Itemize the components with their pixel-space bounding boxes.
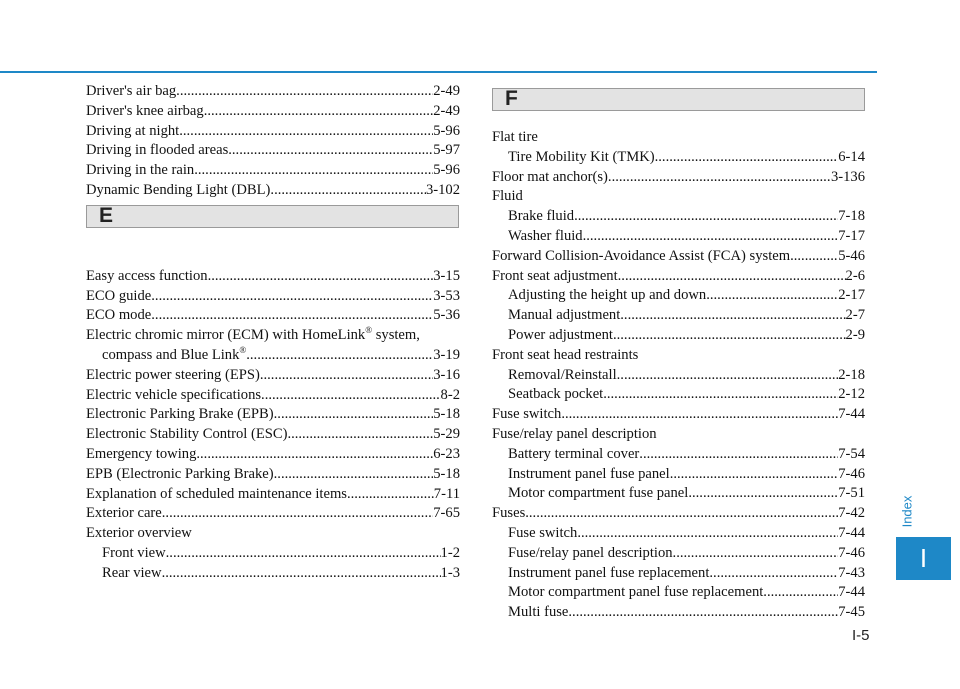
- index-entry: [492, 128, 865, 148]
- dot-leader: [151, 306, 433, 326]
- page-reference[interactable]: 3-15: [433, 267, 460, 284]
- index-entry-text: [492, 168, 608, 188]
- index-entry: [492, 484, 865, 504]
- dot-leader: [525, 504, 838, 524]
- entry-label: Exterior overview: [86, 525, 192, 542]
- index-entry: [492, 465, 865, 485]
- index-entry: [492, 405, 865, 425]
- page-reference[interactable]: 5-18: [433, 406, 460, 423]
- entry-label: Battery terminal cover: [508, 445, 640, 462]
- index-entry-text: [86, 82, 176, 102]
- section-letter-f: F: [505, 87, 518, 110]
- dot-leader: [688, 484, 838, 504]
- dot-leader: [162, 504, 433, 524]
- page-reference[interactable]: 2-6: [845, 267, 865, 284]
- index-entry: [86, 425, 460, 445]
- dot-leader: [287, 425, 433, 445]
- page-reference[interactable]: 7-44: [838, 406, 865, 423]
- page-reference[interactable]: 7-65: [433, 505, 460, 522]
- entry-label: Rear view: [102, 564, 162, 581]
- index-entry: [492, 425, 865, 445]
- dot-leader: [617, 366, 839, 386]
- entry-label: Exterior care: [86, 505, 162, 522]
- index-entry: [86, 141, 460, 161]
- page-reference[interactable]: 7-44: [838, 584, 865, 601]
- page-reference[interactable]: 2-17: [838, 287, 865, 304]
- entry-label: Electric vehicle specifications: [86, 386, 262, 403]
- entry-label: ECO guide: [86, 287, 152, 304]
- dot-leader: [568, 603, 838, 623]
- page-reference[interactable]: 5-97: [433, 142, 460, 159]
- page-reference[interactable]: 7-11: [433, 485, 460, 502]
- entry-label: Multi fuse: [508, 604, 569, 621]
- entry-label: Fuse/relay panel description: [492, 425, 657, 442]
- index-entry: [492, 187, 865, 207]
- entry-label: Emergency towing: [86, 445, 197, 462]
- index-entry-text: [492, 267, 618, 287]
- index-entry-text: [86, 425, 287, 445]
- page-reference[interactable]: 7-18: [838, 208, 865, 225]
- index-entry-text: [86, 327, 420, 343]
- dot-leader: [620, 306, 845, 326]
- entry-label: Motor compartment panel fuse replacement: [508, 584, 764, 601]
- dot-leader: [577, 524, 838, 544]
- index-entry-text: [492, 504, 525, 524]
- page-reference[interactable]: 7-43: [838, 564, 865, 581]
- entry-label: Instrument panel fuse panel: [508, 465, 670, 482]
- entry-label: Driving at night: [86, 122, 180, 139]
- page-reference[interactable]: 3-16: [433, 366, 460, 383]
- entry-label: Power adjustment: [508, 326, 613, 343]
- index-entry-text: [508, 484, 688, 504]
- index-entry-text: [508, 326, 613, 346]
- index-entry-text: [508, 366, 617, 386]
- index-entry: [492, 148, 865, 168]
- index-entry: [492, 227, 865, 247]
- index-entry: [86, 287, 460, 307]
- entry-label: Dynamic Bending Light (DBL): [86, 181, 271, 198]
- page-reference[interactable]: 7-42: [838, 505, 865, 522]
- page-reference[interactable]: 2-49: [433, 83, 460, 99]
- entry-label: Electronic Stability Control (ESC): [86, 426, 288, 443]
- page-reference[interactable]: 1-3: [440, 564, 460, 581]
- index-group-d: [86, 82, 460, 201]
- header-rule: [0, 71, 877, 73]
- entry-label: Easy access function: [86, 267, 208, 284]
- page-reference[interactable]: 7-54: [838, 445, 865, 462]
- index-entry-text: [508, 544, 673, 564]
- index-entry-text: [86, 306, 151, 326]
- index-entry: [492, 385, 865, 405]
- index-entry-text: [508, 306, 620, 326]
- index-entry: [492, 583, 865, 603]
- index-entry: [492, 445, 865, 465]
- entry-label: Front seat head restraints: [492, 346, 639, 363]
- dot-leader: [618, 267, 846, 287]
- dot-leader: [639, 445, 838, 465]
- registered-mark: ®: [239, 345, 247, 356]
- entry-label: Fluid: [492, 188, 523, 205]
- index-entry: [86, 82, 460, 102]
- index-entry-text: [86, 525, 192, 541]
- dot-leader: [603, 385, 838, 405]
- index-entry: [86, 465, 460, 485]
- index-entry-text: [508, 227, 583, 247]
- entry-label: Instrument panel fuse replacement: [508, 564, 710, 581]
- entry-label: Brake fluid: [508, 208, 575, 225]
- dot-leader: [179, 122, 433, 142]
- page-reference[interactable]: 3-102: [425, 181, 460, 198]
- index-entry-text: [508, 445, 639, 465]
- dot-leader: [613, 326, 846, 346]
- page-reference[interactable]: 5-29: [433, 426, 460, 443]
- index-entry-text: [86, 386, 261, 406]
- page-reference[interactable]: 5-46: [838, 247, 865, 264]
- index-entry-text: [86, 161, 194, 181]
- index-entry-text: [86, 485, 347, 505]
- entry-label: Adjusting the height up and down: [508, 287, 707, 304]
- index-entry: [492, 346, 865, 366]
- index-entry-text: [102, 346, 246, 366]
- entry-label: Driving in flooded areas: [86, 142, 229, 159]
- dot-leader: [208, 267, 434, 287]
- page-reference[interactable]: 6-14: [838, 148, 865, 165]
- entry-label: Forward Collision-Avoidance Assist (FCA) system: [492, 247, 791, 264]
- dot-leader: [246, 346, 433, 366]
- index-entry: [86, 346, 460, 366]
- index-entry: [86, 102, 460, 122]
- page-reference[interactable]: 7-17: [838, 227, 865, 244]
- index-entry: [492, 603, 865, 623]
- index-column-left: [86, 82, 460, 584]
- index-entry-text: [492, 247, 790, 267]
- index-entry: [492, 306, 865, 326]
- index-entry: [492, 564, 865, 584]
- page-reference[interactable]: 2-49: [433, 102, 460, 119]
- section-header-f: [492, 88, 865, 111]
- page-reference[interactable]: 7-44: [838, 524, 865, 541]
- page-reference[interactable]: 1-2: [440, 544, 460, 561]
- dot-leader: [561, 405, 838, 425]
- page-reference[interactable]: 5-36: [433, 307, 460, 324]
- section-header-e: [86, 205, 459, 228]
- index-entry: [86, 326, 460, 346]
- page-reference[interactable]: 7-46: [838, 544, 865, 561]
- index-entry-text: [86, 287, 151, 307]
- entry-label: Electronic Parking Brake (EPB): [86, 406, 274, 423]
- index-entry: [492, 267, 865, 287]
- index-entry: [86, 161, 460, 181]
- dot-leader: [655, 148, 839, 168]
- dot-leader: [270, 181, 426, 201]
- index-entry-text: [492, 347, 638, 363]
- dot-leader: [763, 583, 838, 603]
- entry-label: Fuses: [492, 505, 526, 522]
- dot-leader: [706, 286, 838, 306]
- side-label-text: Index: [899, 495, 915, 528]
- dot-leader: [194, 161, 433, 181]
- index-entry-text: [86, 445, 196, 465]
- index-group-f: [492, 128, 865, 623]
- index-entry-text: [102, 544, 166, 564]
- index-entry: [492, 544, 865, 564]
- entry-label: compass and Blue Link: [102, 346, 240, 363]
- index-entry: [86, 544, 460, 564]
- entry-label: Electric power steering (EPS): [86, 366, 260, 383]
- index-entry-text: [86, 504, 162, 524]
- index-entry: [492, 247, 865, 267]
- dot-leader: [583, 227, 839, 247]
- dot-leader: [709, 564, 838, 584]
- page-reference[interactable]: 2-18: [838, 366, 865, 383]
- index-entry-text: [508, 465, 670, 485]
- index-entry-text: [86, 405, 274, 425]
- index-entry-text: [86, 102, 204, 122]
- dot-leader: [790, 247, 838, 267]
- page-number: I-5: [852, 627, 870, 644]
- index-entry-text: [102, 564, 162, 584]
- entry-label: ECO mode: [86, 307, 152, 324]
- index-entry-text: [508, 603, 568, 623]
- index-entry-text: [492, 129, 538, 145]
- index-entry-text: [86, 465, 274, 485]
- index-entry: [86, 366, 460, 386]
- entry-label: Electric chromic mirror (ECM) with HomeLink: [86, 327, 366, 344]
- page-reference[interactable]: 5-18: [433, 465, 460, 482]
- section-letter-e: E: [99, 204, 114, 227]
- index-entry: [86, 504, 460, 524]
- dot-leader: [196, 445, 433, 465]
- entry-label-suffix: system,: [372, 327, 420, 344]
- index-entry-text: [508, 385, 603, 405]
- page-reference[interactable]: 2-9: [845, 326, 865, 343]
- index-entry-text: [86, 122, 179, 142]
- page-reference[interactable]: 5-96: [433, 162, 460, 179]
- index-entry-text: [508, 207, 574, 227]
- index-group-e: [86, 267, 460, 584]
- dot-leader: [670, 465, 839, 485]
- entry-label: Fuse/relay panel description: [508, 544, 673, 561]
- index-tab[interactable]: [896, 537, 951, 580]
- dot-leader: [228, 141, 433, 161]
- index-entry: [86, 267, 460, 287]
- dot-leader: [151, 287, 433, 307]
- entry-label: Removal/Reinstall: [508, 366, 617, 383]
- index-entry: [492, 524, 865, 544]
- dot-leader: [261, 386, 440, 406]
- page-reference[interactable]: 5-96: [433, 122, 460, 139]
- page-reference[interactable]: 3-136: [830, 168, 865, 185]
- index-entry: [492, 366, 865, 386]
- page-reference[interactable]: 7-51: [838, 485, 865, 502]
- page-reference[interactable]: 3-19: [433, 346, 460, 363]
- index-entry-text: [492, 188, 523, 204]
- index-entry-text: [508, 286, 706, 306]
- dot-leader: [162, 564, 441, 584]
- page-reference[interactable]: 6-23: [433, 445, 460, 462]
- index-entry: [492, 326, 865, 346]
- page-reference[interactable]: 2-12: [838, 386, 865, 403]
- index-entry-text: [86, 366, 260, 386]
- index-entry-text: [492, 426, 657, 442]
- entry-label: Manual adjustment: [508, 307, 621, 324]
- index-entry: [86, 524, 460, 544]
- dot-leader: [260, 366, 433, 386]
- dot-leader: [673, 544, 839, 564]
- entry-label: Front view: [102, 544, 166, 561]
- index-entry-text: [86, 181, 270, 201]
- index-entry-text: [508, 524, 577, 544]
- entry-label: Seatback pocket: [508, 386, 604, 403]
- index-entry: [86, 306, 460, 326]
- entry-label: Washer fluid: [508, 227, 583, 244]
- index-entry: [86, 122, 460, 142]
- entry-label: Driver's knee airbag: [86, 102, 204, 119]
- entry-label: Fuse switch: [508, 524, 578, 541]
- page-reference[interactable]: 7-46: [838, 465, 865, 482]
- index-entry: [492, 504, 865, 524]
- index-entry: [492, 207, 865, 227]
- side-label: [887, 494, 927, 534]
- page-reference[interactable]: 2-7: [845, 307, 865, 324]
- entry-label: Floor mat anchor(s): [492, 168, 608, 185]
- dot-leader: [166, 544, 441, 564]
- dot-leader: [608, 168, 831, 188]
- index-entry: [86, 405, 460, 425]
- index-entry: [86, 181, 460, 201]
- dot-leader: [347, 485, 434, 505]
- index-entry-text: [86, 267, 208, 287]
- entry-label: Driving in the rain: [86, 162, 195, 179]
- index-column-right: [492, 128, 865, 623]
- entry-label: Flat tire: [492, 129, 538, 145]
- index-tab-letter: I: [919, 543, 928, 573]
- index-entry-text: [508, 564, 709, 584]
- page-reference[interactable]: 7-45: [838, 604, 865, 621]
- index-entry: [492, 286, 865, 306]
- dot-leader: [574, 207, 838, 227]
- index-entry-text: [508, 148, 655, 168]
- entry-label: Driver's air bag: [86, 83, 177, 99]
- page-reference[interactable]: 8-2: [440, 386, 460, 403]
- index-entry: [492, 168, 865, 188]
- entry-label: Motor compartment fuse panel: [508, 485, 689, 502]
- dot-leader: [274, 405, 434, 425]
- index-entry-text: [492, 405, 561, 425]
- index-entry-text: [86, 141, 228, 161]
- page-reference[interactable]: 3-53: [433, 287, 460, 304]
- dot-leader: [274, 465, 434, 485]
- entry-label: EPB (Electronic Parking Brake): [86, 465, 274, 482]
- entry-label: Tire Mobility Kit (TMK): [508, 148, 655, 165]
- index-entry: [86, 485, 460, 505]
- entry-label: Front seat adjustment: [492, 267, 618, 284]
- index-entry: [86, 386, 460, 406]
- index-entry: [86, 564, 460, 584]
- index-entry-text: [508, 583, 763, 603]
- dot-leader: [204, 102, 434, 122]
- registered-mark: ®: [365, 325, 373, 336]
- entry-label: Fuse switch: [492, 406, 562, 423]
- dot-leader: [176, 82, 433, 102]
- entry-label: Explanation of scheduled maintenance items: [86, 485, 347, 502]
- index-entry: [86, 445, 460, 465]
